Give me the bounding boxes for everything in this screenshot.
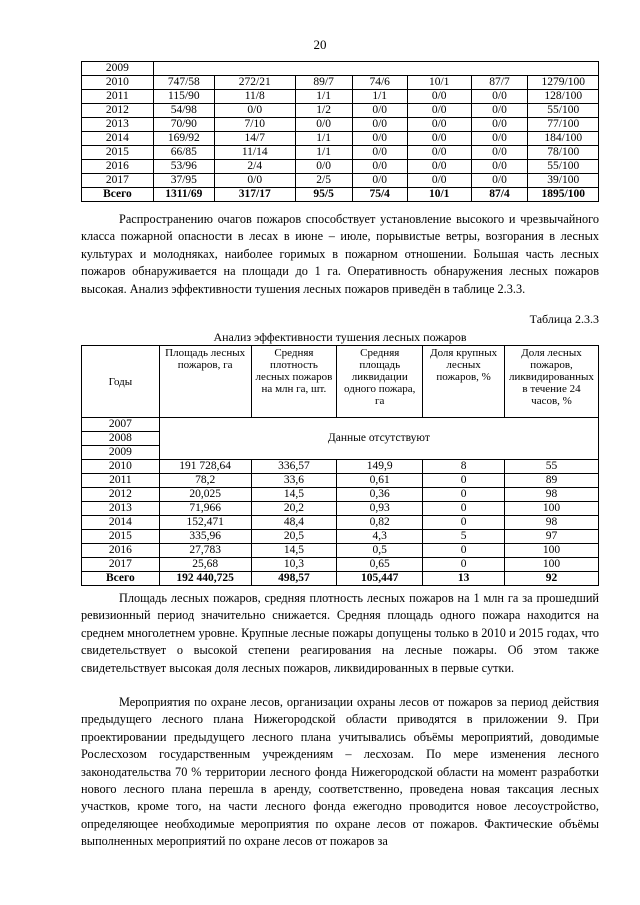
value-cell: 0/0 xyxy=(295,118,352,132)
value-cell: 0/0 xyxy=(407,90,471,104)
value-cell: 0 xyxy=(423,502,505,516)
value-cell: 128/100 xyxy=(528,90,599,104)
paragraph-analysis: Площадь лесных пожаров, средняя плотность лесных пожаров на 1 млн га за прошедший ревизионный период значительно снижается. Средняя площадь одного пожара находится на среднем многолетнем уровне. Крупные лесные пожары допущены только в 2010 и 2015 годах, что свидетельствует о высокой степени реагирования на лесные пожары. Об этом также свидетельствует высокая доля лесных пожаров, ликвидированных в первые сутки. xyxy=(81,591,599,675)
value-cell: 25,68 xyxy=(159,558,251,572)
value-cell: 53/96 xyxy=(153,160,214,174)
table-row xyxy=(82,558,599,572)
year-cell: 2012 xyxy=(82,104,154,118)
total-cell: 1895/100 xyxy=(528,188,599,202)
year-cell: 2013 xyxy=(82,502,160,516)
value-cell: 97 xyxy=(504,530,598,544)
header-avg-area: Средняя площадь ликвидации одного пожара, га xyxy=(337,346,423,418)
table-row xyxy=(82,62,599,76)
table-row xyxy=(82,146,599,160)
total-row xyxy=(82,188,599,202)
value-cell: 89 xyxy=(504,474,598,488)
value-cell: 0,93 xyxy=(337,502,423,516)
value-cell: 70/90 xyxy=(153,118,214,132)
year-cell: 2016 xyxy=(82,544,160,558)
year-cell: 2015 xyxy=(82,530,160,544)
year-cell: 2010 xyxy=(82,460,160,474)
value-cell: 11/8 xyxy=(214,90,295,104)
value-cell: 0 xyxy=(423,544,505,558)
value-cell: 77/100 xyxy=(528,118,599,132)
value-cell: 27,783 xyxy=(159,544,251,558)
value-cell: 98 xyxy=(504,516,598,530)
value-cell: 14/7 xyxy=(214,132,295,146)
paragraph-measures: Мероприятия по охране лесов, организации охраны лесов от пожаров за период действия предыдущего лесного плана Нижегородской области приводятся в приложении 9. При проектировании предыдущего лесного плана учитывались объёмы мероприятий, доводимые Рослесхозом государственным учреждениям – лесхозам. По мере изменения лесного законодательства 70 % территории лесного фонда Нижегородской области на момент разработки нового лесного плана перешла в аренду, соответственно, проведена новая таксация лесных участков, кроме того, на части лесного фонда ежегодно проводится новое лесоустройство, определяющее необходимые мероприятия по охране лесов от пожаров. Фактические объёмы выполненных мероприятий по охране лесов от пожаров за xyxy=(81,695,599,849)
table-row xyxy=(82,104,599,118)
year-cell: 2010 xyxy=(82,76,154,90)
value-cell: 89/7 xyxy=(295,76,352,90)
value-cell: 0/0 xyxy=(407,174,471,188)
year-cell: 2015 xyxy=(82,146,154,160)
year-cell: 2017 xyxy=(82,174,154,188)
value-cell: 87/7 xyxy=(471,76,528,90)
value-cell: 0/0 xyxy=(214,174,295,188)
total-cell: 92 xyxy=(504,572,598,586)
value-cell: 39/100 xyxy=(528,174,599,188)
year-cell: 2016 xyxy=(82,160,154,174)
table-row xyxy=(82,160,599,174)
header-density: Средняя плотность лесных пожаров на млн га, шт. xyxy=(251,346,337,418)
value-cell: 336,57 xyxy=(251,460,337,474)
value-cell: 20,2 xyxy=(251,502,337,516)
value-cell: 0/0 xyxy=(295,160,352,174)
header-large-share: Доля крупных лесных пожаров, % xyxy=(423,346,505,418)
value-cell: 11/14 xyxy=(214,146,295,160)
value-cell: 1279/100 xyxy=(528,76,599,90)
value-cell: 1/1 xyxy=(295,90,352,104)
total-cell: 498,57 xyxy=(251,572,337,586)
year-cell: 2017 xyxy=(82,558,160,572)
value-cell: 191 728,64 xyxy=(159,460,251,474)
extinguishing-efficiency-table xyxy=(81,345,599,586)
value-cell: 55/100 xyxy=(528,160,599,174)
total-label: Всего xyxy=(82,572,160,586)
value-cell: 115/90 xyxy=(153,90,214,104)
value-cell: 335,96 xyxy=(159,530,251,544)
value-cell: 0/0 xyxy=(471,118,528,132)
value-cell: 0/0 xyxy=(471,104,528,118)
value-cell: 0,36 xyxy=(337,488,423,502)
total-cell: 95/5 xyxy=(295,188,352,202)
value-cell: 78,2 xyxy=(159,474,251,488)
value-cell: 0/0 xyxy=(407,132,471,146)
value-cell: 272/21 xyxy=(214,76,295,90)
header-years: Годы xyxy=(82,346,160,418)
value-cell: 14,5 xyxy=(251,544,337,558)
table-row xyxy=(82,516,599,530)
value-cell: 747/58 xyxy=(153,76,214,90)
value-cell: 66/85 xyxy=(153,146,214,160)
year-cell: 2013 xyxy=(82,118,154,132)
value-cell: 98 xyxy=(504,488,598,502)
total-cell: 105,447 xyxy=(337,572,423,586)
fire-distribution-table xyxy=(81,61,599,202)
year-cell: 2014 xyxy=(82,132,154,146)
table-row xyxy=(82,488,599,502)
value-cell: 0 xyxy=(423,558,505,572)
value-cell: 48,4 xyxy=(251,516,337,530)
year-cell: 2011 xyxy=(82,90,154,104)
table-row xyxy=(82,174,599,188)
value-cell: 184/100 xyxy=(528,132,599,146)
value-cell: 1/1 xyxy=(295,146,352,160)
value-cell: 0/0 xyxy=(352,146,407,160)
total-cell: 75/4 xyxy=(352,188,407,202)
value-cell: 0/0 xyxy=(407,146,471,160)
value-cell: 5 xyxy=(423,530,505,544)
total-cell: 1311/69 xyxy=(153,188,214,202)
value-cell: 0,61 xyxy=(337,474,423,488)
value-cell: 4,3 xyxy=(337,530,423,544)
value-cell: 0,82 xyxy=(337,516,423,530)
value-cell: 0/0 xyxy=(471,174,528,188)
table-row xyxy=(82,118,599,132)
value-cell: 78/100 xyxy=(528,146,599,160)
value-cell: 55/100 xyxy=(528,104,599,118)
value-cell: 20,025 xyxy=(159,488,251,502)
value-cell: 7/10 xyxy=(214,118,295,132)
year-cell: 2007 xyxy=(82,418,160,432)
value-cell: 2/5 xyxy=(295,174,352,188)
year-cell: 2012 xyxy=(82,488,160,502)
table-row xyxy=(82,502,599,516)
value-cell: 0,65 xyxy=(337,558,423,572)
value-cell: 71,966 xyxy=(159,502,251,516)
value-cell: 33,6 xyxy=(251,474,337,488)
value-cell: 10,3 xyxy=(251,558,337,572)
value-cell: 8 xyxy=(423,460,505,474)
value-cell: 37/95 xyxy=(153,174,214,188)
value-cell: 0/0 xyxy=(352,118,407,132)
value-cell: 0/0 xyxy=(407,160,471,174)
value-cell: 20,5 xyxy=(251,530,337,544)
value-cell: 169/92 xyxy=(153,132,214,146)
value-cell: 0/0 xyxy=(471,146,528,160)
table-row xyxy=(82,474,599,488)
table-row xyxy=(82,460,599,474)
value-cell: 0/0 xyxy=(352,160,407,174)
year-cell: 2011 xyxy=(82,474,160,488)
table-title: Анализ эффективности тушения лесных пожаров xyxy=(213,330,467,344)
value-cell: 152,471 xyxy=(159,516,251,530)
value-cell: 74/6 xyxy=(352,76,407,90)
year-cell: 2009 xyxy=(82,62,154,76)
year-cell: 2014 xyxy=(82,516,160,530)
table-row xyxy=(82,544,599,558)
table-label: Таблица 2.3.3 xyxy=(529,312,599,326)
total-row xyxy=(82,572,599,586)
total-cell: 192 440,725 xyxy=(159,572,251,586)
value-cell: 0 xyxy=(423,488,505,502)
empty-cell xyxy=(153,62,598,76)
value-cell: 0/0 xyxy=(407,104,471,118)
value-cell: 0 xyxy=(423,516,505,530)
header-fire-area: Площадь лесных пожаров, га xyxy=(159,346,251,418)
table-row xyxy=(82,76,599,90)
value-cell: 1/1 xyxy=(295,132,352,146)
total-label: Всего xyxy=(82,188,154,202)
total-cell: 317/17 xyxy=(214,188,295,202)
value-cell: 0/0 xyxy=(471,160,528,174)
header-24h-share: Доля лесных пожаров, ликвидированных в течение 24 часов, % xyxy=(504,346,598,418)
value-cell: 54/98 xyxy=(153,104,214,118)
value-cell: 55 xyxy=(504,460,598,474)
value-cell: 1/2 xyxy=(295,104,352,118)
table-header-row xyxy=(82,346,599,418)
total-cell: 10/1 xyxy=(407,188,471,202)
value-cell: 10/1 xyxy=(407,76,471,90)
value-cell: 0/0 xyxy=(352,174,407,188)
value-cell: 0/0 xyxy=(352,104,407,118)
value-cell: 0/0 xyxy=(471,132,528,146)
page-number: 20 xyxy=(313,37,327,52)
table-row xyxy=(82,418,599,432)
value-cell: 0/0 xyxy=(352,132,407,146)
table-row xyxy=(82,90,599,104)
value-cell: 0/0 xyxy=(471,90,528,104)
value-cell: 1/1 xyxy=(352,90,407,104)
value-cell: 14,5 xyxy=(251,488,337,502)
value-cell: 100 xyxy=(504,544,598,558)
value-cell: 0/0 xyxy=(214,104,295,118)
value-cell: 0 xyxy=(423,474,505,488)
table-row xyxy=(82,132,599,146)
value-cell: 2/4 xyxy=(214,160,295,174)
value-cell: 0/0 xyxy=(407,118,471,132)
value-cell: 100 xyxy=(504,558,598,572)
value-cell: 0,5 xyxy=(337,544,423,558)
year-cell: 2009 xyxy=(82,446,160,460)
paragraph-fire-spread: Распространению очагов пожаров способствует установление высокого и чрезвычайного класса пожарной опасности в лесах в июне – июле, порывистые ветры, возгорания в лесных культурах и молодняках, наиболее горимых в пожарном отношении. Большая часть лесных пожаров обнаруживается на площади до 1 га. Оперативность обнаружения лесных пожаров высокая. Анализ эффективности тушения лесных пожаров приведён в таблице 2.3.3. xyxy=(81,212,599,296)
table-row xyxy=(82,530,599,544)
no-data-cell: Данные отсутствуют xyxy=(159,418,598,460)
year-cell: 2008 xyxy=(82,432,160,446)
value-cell: 100 xyxy=(504,502,598,516)
value-cell: 149,9 xyxy=(337,460,423,474)
total-cell: 87/4 xyxy=(471,188,528,202)
total-cell: 13 xyxy=(423,572,505,586)
